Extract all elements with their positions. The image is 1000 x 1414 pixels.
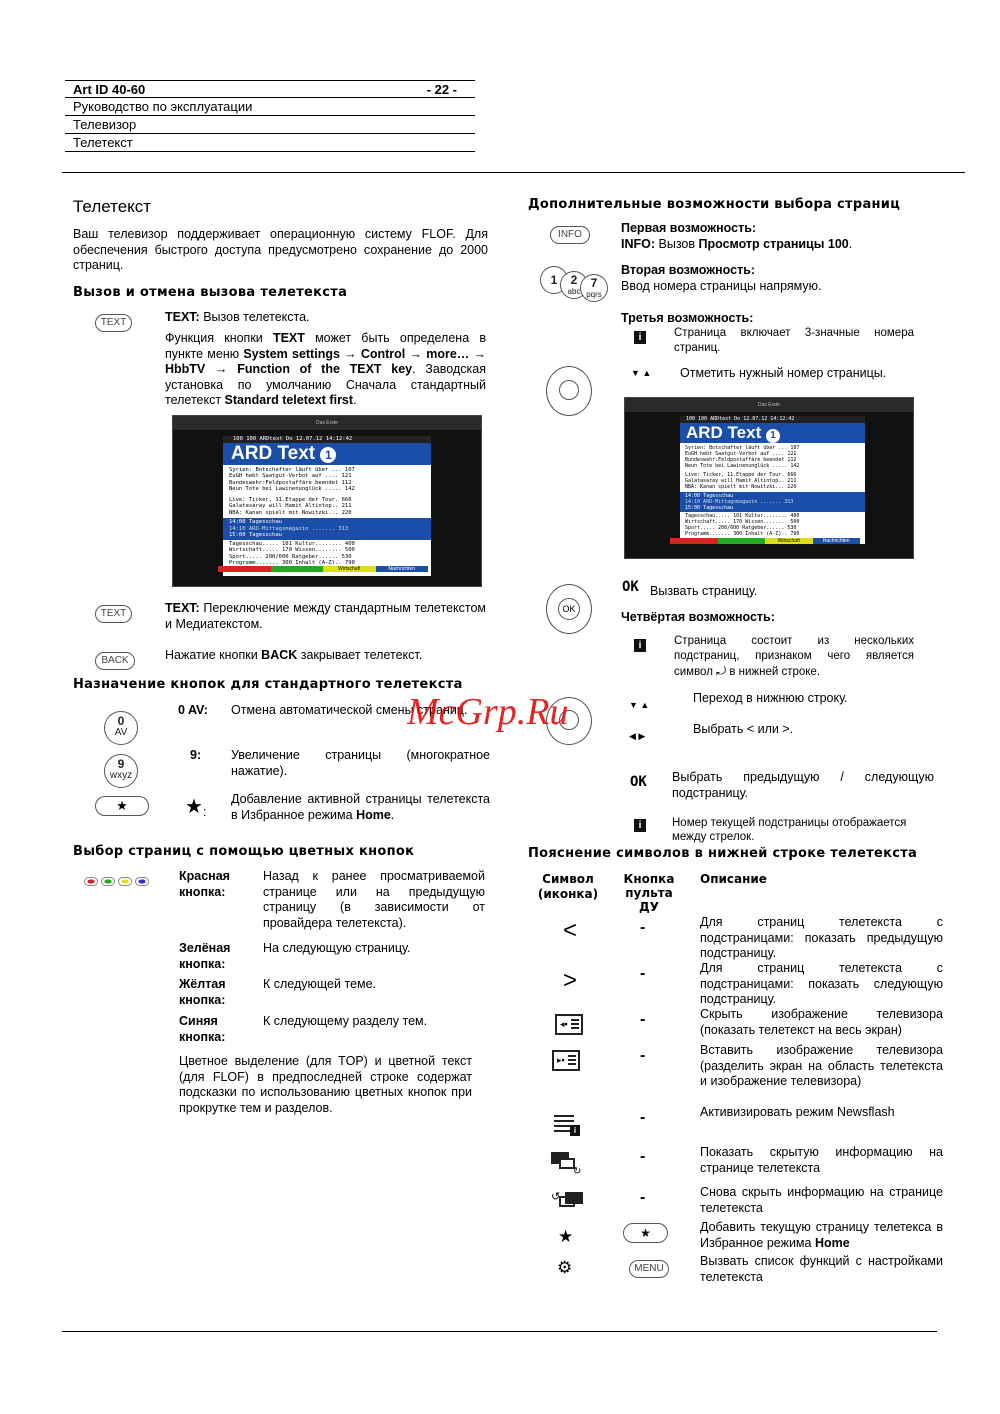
option4-ok-desc: Выбрать предыдущую / следующую подстраницу.: [672, 770, 934, 800]
header-model-row: [65, 80, 475, 98]
section-heading-symbols: Пояснение символов в нижней строке телетекста: [528, 846, 918, 861]
red-label: Красная кнопка:: [179, 869, 230, 899]
row-key: -: [640, 919, 646, 936]
av-desc: Отмена автоматической смены страниц.: [231, 703, 468, 717]
back-desc: Нажатие кнопки BACK закрывает телетекст.: [165, 648, 423, 662]
section-heading-color: Выбор страниц с помощью цветных кнопок: [73, 844, 415, 859]
left-right-arrows-icon: ◀ ▶: [629, 731, 646, 741]
teletext-screenshot: Das Erste 100 100 ARDtext Do 12.07.12 14:12:42 ARD Text 1 Syrien: Botschafter läuft über ... 107 EuGH hebt Saatgut-Verbot auf .... 121 Bundeswehr:Feldpostaffäre beendet 112 Neun Tote bei Lawinenunglück ..... 142 Live: Ticker, 11.Etappe der Tour. 666 Galatasaray will Hamit Altintop.. 211 NBA: Kanan spielt mit Nowitzki... 220 14:00 Tagesschau 14:10 ARD-Mittagsmagazin ....... 313 15:00 Tagesschau Tagesschau..... 101 Kultur........ 400 Wirtschaft..... 170 Wissen........ 500 Sport..... 200/600 Ratgeber...... 530 Programm....... 300 Inhalt (A-Z).. 790 Wirtschaft Nachrichten: [624, 397, 914, 559]
star-key-icon: ★: [95, 796, 149, 816]
green-label: Зелёная кнопка:: [179, 941, 231, 971]
row-desc: Для страниц телетекста с подстраницами: показать предыдущую подстраницу.: [700, 915, 943, 960]
row-desc: Вызвать список функций с настройками телетекста: [700, 1254, 943, 1284]
option2-desc: Ввод номера страницы напрямую.: [621, 279, 822, 293]
back-key-icon: BACK: [95, 652, 135, 670]
teletext-screenshot: [172, 415, 482, 587]
info-icon: i: [634, 639, 646, 652]
ok-label: OK: [622, 579, 639, 595]
header-row: Телетекст: [65, 134, 475, 152]
text-key-icon: TEXT: [95, 605, 132, 623]
option1-desc: INFO: Вызов Просмотр страницы 100.: [621, 237, 853, 251]
row-desc: Вставить изображение телевизора (разделить экран на область телетекста и изображение телевизора): [700, 1043, 943, 1088]
option4-select-desc: Выбрать < или >.: [693, 722, 794, 736]
divider: [62, 1331, 937, 1332]
color-note: Цветное выделение (для TOP) и цветной текст (для FLOF) в предпоследней строке содержат подсказки по использованию цветных кнопок при прокрутке тем и разделов.: [179, 1054, 472, 1115]
menu-key-icon: MENU: [629, 1260, 669, 1278]
col-key: Кнопка пульта ДУ: [623, 872, 675, 914]
info-icon: i: [634, 331, 646, 344]
watermark: McGrp.Ru: [407, 691, 569, 733]
gear-icon: ⚙: [557, 1258, 573, 1277]
option4-title: Четвёртая возможность:: [621, 610, 775, 624]
newsflash-icon: i: [554, 1115, 580, 1137]
ok-label: OK: [630, 774, 647, 790]
text-key-icon: TEXT: [95, 314, 132, 332]
row-desc: Снова скрыть информацию на странице телетекста: [700, 1185, 943, 1215]
key-0-av-icon: 0 AV: [104, 711, 138, 745]
star-desc: Добавление активной страницы телетекста в Избранное режима Home.: [231, 792, 490, 822]
section-heading-call: Вызов и отмена вызова телетекста: [73, 285, 348, 300]
teletext-page: 100 100 ARDtext Do 12.07.12 14:12:42 ARD Text 1 Syrien: Botschafter läuft über ... 107 EuGH hebt Saatgut-Verbot auf .... 121 Bundeswehr:Feldpostaffäre beendet 112 Neun Tote bei Lawinenunglück ..... 142 Live: Ticker, 11.Etappe der Tour. 666 Galatasaray will Hamit Altintop.. 211 NBA: Kanan spielt mit Nowitzki... 220 14:00 Tagesschau 14:10 ARD-Mittagsmagazin ....... 313 15:00 Tagesschau Tagesschau..... 101 Kultur........ 400 Wirtschaft..... 170 Wissen........ 500 Sport..... 200/600 Ratgeber...... 530 Programm....... 300 Inhalt (A-Z).. 790: [680, 416, 865, 544]
option2-title: Вторая возможность:: [621, 263, 756, 277]
fullscreen-teletext-icon: ◂▪: [555, 1014, 583, 1035]
row-desc: Скрыть изображение телевизора (показать телетекст на весь экран): [700, 1007, 943, 1037]
header-row: Телевизор: [65, 116, 475, 134]
tv-top-bar: Das Erste: [173, 416, 481, 430]
header-row: Руководство по эксплуатации: [65, 98, 475, 116]
divider: [62, 172, 965, 173]
navigation-pad-icon: [546, 366, 592, 416]
info-icon: i: [634, 819, 646, 832]
section-heading-options: Дополнительные возможности выбора страниц: [528, 197, 901, 212]
col-symbol: Символ (иконка): [537, 872, 599, 901]
up-down-arrows-icon: ▼ ▲: [631, 368, 652, 378]
ard-logo: ARD Text 1: [223, 443, 431, 465]
prev-subpage-icon: <: [562, 917, 577, 944]
color-bar: Wirtschaft Nachrichten: [670, 538, 860, 544]
split-screen-icon: ▸▪: [552, 1050, 580, 1071]
text-key-function-desc: Функция кнопки TEXT может быть определена в пункте меню System settings → Control → more… → HbbTV → Function of the TEXT key. Заводская установка по умолчанию Сначала стандартный телетекст Standard teletext first.: [165, 331, 486, 407]
green-desc: На следующую страницу.: [263, 941, 411, 955]
color-bar: Wirtschaft Nachrichten: [218, 566, 428, 572]
text-switch-desc: TEXT: Переключение между стандартным телетекстом и Медиатекстом.: [165, 601, 486, 631]
text-call-desc: TEXT: Вызов телетекста.: [165, 310, 310, 324]
n9-label: 9:: [190, 748, 202, 762]
page-title: Телетекст: [73, 197, 152, 216]
option3-info: Страница включает 3-значные номера страниц.: [674, 327, 914, 354]
row-desc: Активизировать режим Newsflash: [700, 1105, 895, 1119]
n9-desc: Увеличение страницы (многократное нажатие).: [231, 748, 490, 778]
key-9-icon: 9 wxyz: [104, 754, 138, 788]
section-heading-keys: Назначение кнопок для стандартного телетекста: [73, 677, 463, 692]
star-icon: ★: [558, 1227, 574, 1246]
red-desc: Назад к ранее просматриваемой странице или на предыдущую страницу (в зависимости от провайдера телетекста).: [263, 869, 485, 930]
option4-down-desc: Переход в нижнюю строку.: [693, 691, 848, 705]
star-icon: ★: [185, 796, 203, 818]
teletext-page: 100 100 ARDtext Do 12.07.12 14:12:42 ARD Text 1 Syrien: Botschafter läuft über ... 107 EuGH hebt Saatgut-Verbot auf .... 121 Bundeswehr:Feldpostaffäre beendet 112 Neun Tote bei Lawinenunglück ..... 142 Live: Ticker, 11.Etappe der Tour. 666 Galatasaray will Hamit Altintop.. 211 NBA: Kanan spielt mit Nowitzki... 220 14:00 Tagesschau 14:10 ARD-Mittagsmagazin ....... 313 15:00 Tagesschau Tagesschau..... 101 Kultur........ 400 Wirtschaft..... 170 Wissen........ 500 Sport..... 200/600 Ratgeber...... 530 Programm....... 300 Inhalt (A-Z).. 790: [223, 436, 431, 576]
row-desc: Добавить текущую страницу телетекса в Избранное режима Home: [700, 1220, 943, 1250]
info-key-icon: INFO: [550, 226, 590, 244]
intro-text: Ваш телевизор поддерживает операционную систему FLOF. Для обеспечения быстрого доступа предусмотрено сохранение до 2000 страниц.: [73, 227, 488, 272]
option1-title: Первая возможность:: [621, 221, 757, 235]
color-keys-icon: [84, 877, 149, 886]
next-subpage-icon: >: [562, 967, 577, 994]
model-id: Art ID 40-60: [73, 82, 146, 97]
row-desc: Для страниц телетекста с подстраницами: показать следующую подстраницу.: [700, 961, 943, 1006]
option4-info: Страница состоит из нескольких подстраниц, признаком чего является символ ⤾ в нижней строке.: [674, 635, 914, 678]
col-desc: Описание: [700, 872, 767, 886]
option3-mark-desc: Отметить нужный номер страницы.: [680, 366, 887, 380]
reveal-icon: ↻: [551, 1152, 581, 1176]
blue-desc: К следующему разделу тем.: [263, 1014, 428, 1028]
blue-label: Синяя кнопка:: [179, 1014, 226, 1044]
option4-num-desc: Номер текущей подстраницы отображается между стрелок.: [672, 817, 907, 843]
up-down-arrows-icon: ▼ ▲: [629, 700, 650, 710]
conceal-icon: ↺: [551, 1190, 583, 1214]
star-key-icon: ★: [623, 1223, 668, 1243]
number-keys-icon: 1 2 abc 7 pqrs: [540, 266, 610, 302]
option3-title: Третья возможность:: [621, 311, 754, 325]
ok-pad-icon: OK: [546, 584, 592, 634]
yellow-desc: К следующей теме.: [263, 977, 377, 991]
page-header: [65, 80, 475, 152]
av-label: 0 AV:: [178, 703, 208, 717]
ok-desc: Вызвать страницу.: [650, 584, 758, 598]
yellow-label: Жёлтая кнопка:: [179, 977, 226, 1007]
row-desc: Показать скрытую информацию на странице телетекста: [700, 1145, 943, 1175]
page-number: - 22 -: [426, 82, 457, 97]
